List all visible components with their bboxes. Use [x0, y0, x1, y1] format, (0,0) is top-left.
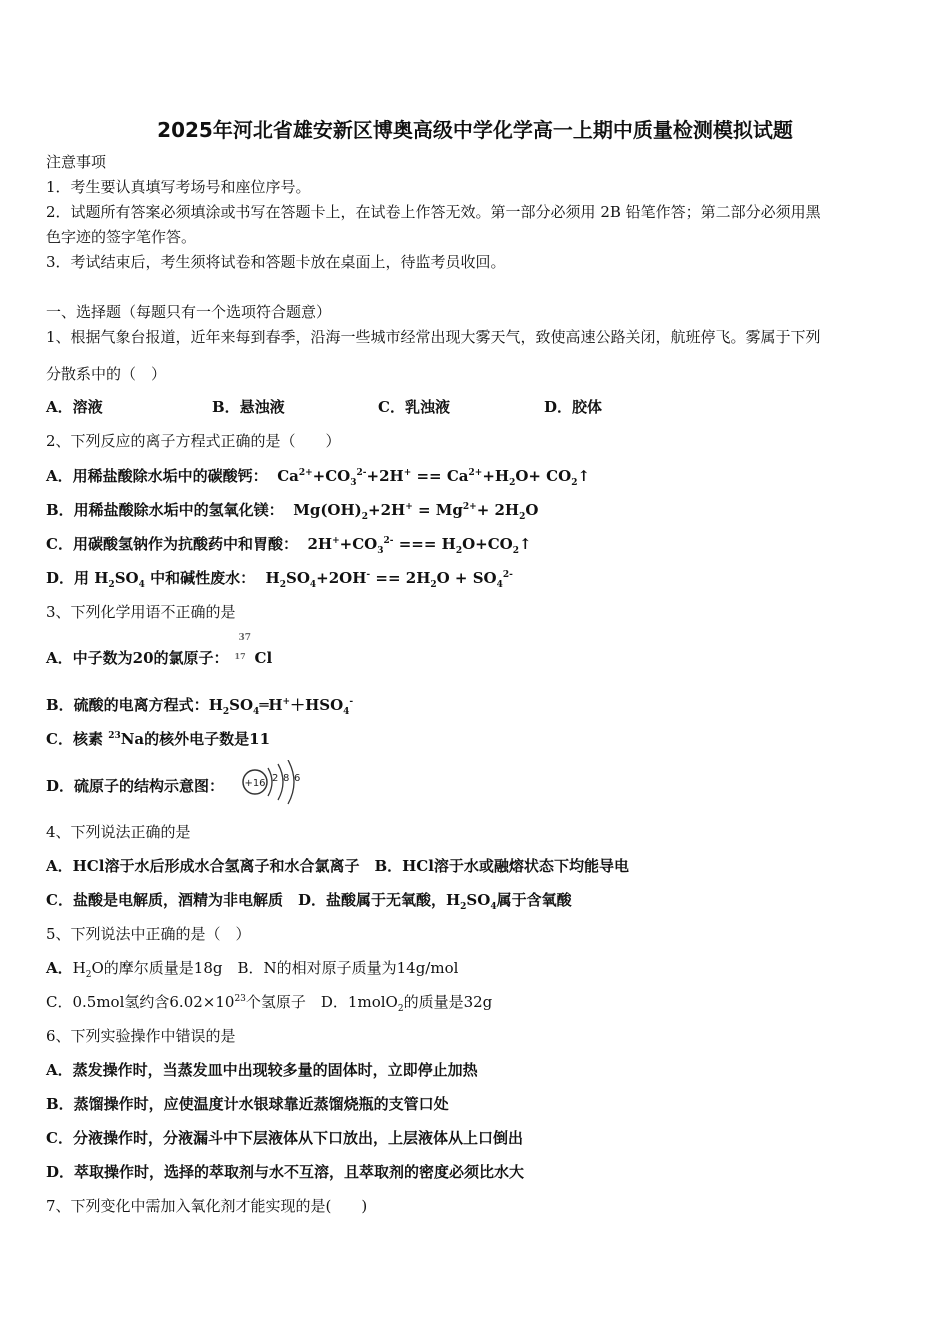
q2-option-b: B．用稀盐酸除水垢中的氢氧化镁： $Mg(OH)_2+2H^+ = Mg^{2+}+ 2H_2O$	[46, 501, 539, 522]
q4-stem: 4、下列说法正确的是	[46, 823, 191, 841]
q3-option-d: D．硫原子的结构示意图：	[46, 777, 225, 795]
q1-stem-line1: 1、根据气象台报道，近年来每到春季，沿海一些城市经常出现大雾天气，致使高速公路关闭，航班停飞。雾属于下列	[46, 328, 821, 346]
notice-item-3: 3．考试结束后，考生须将试卷和答题卡放在桌面上，待监考员收回。	[46, 253, 506, 271]
q3-stem: 3、下列化学用语不正确的是	[46, 603, 236, 621]
shell-3-count: 6	[294, 773, 301, 784]
q2-option-d: D．用 $H_2SO_4$ 中和碱性废水： $H_2SO_4+2OH^- == 2H_2O + SO_4^{2-}$	[46, 569, 513, 590]
notice-heading: 注意事项	[46, 153, 107, 171]
q6-option-a: A．蒸发操作时，当蒸发皿中出现较多量的固体时，立即停止加热	[46, 1061, 478, 1079]
q4-options-cd: C．盐酸是电解质，酒精为非电解质 D．盐酸属于无氧酸，$H_2SO_4$属于含氧酸	[46, 891, 572, 912]
shell-2-count: 8	[283, 773, 290, 784]
q4-options-ab: A．HCl溶于水后形成水合氢离子和水合氯离子 B．HCl溶于水或融熔状态下均能导电	[46, 857, 629, 875]
sulfur-atom-diagram	[238, 760, 308, 810]
q7-stem: 7、下列变化中需加入氧化剂才能实现的是( )	[46, 1197, 368, 1215]
notice-item-2: 2．试题所有答案必须填涂或书写在答题卡上，在试卷上作答无效。第一部分必须用 2B 铅笔作答；第二部分必须用黑	[46, 203, 821, 221]
notice-item-1: 1．考生要认真填写考场号和座位序号。	[46, 178, 311, 196]
shell-1-count: 2	[272, 773, 279, 784]
q1-option-b: B．悬浊液	[212, 398, 285, 416]
section-heading: 一、选择题（每题只有一个选项符合题意）	[46, 303, 332, 321]
notice-item-2-cont: 色字迹的签字笔作答。	[46, 228, 197, 246]
q3-option-b: B．硫酸的电离方程式：$H_2SO_4═H^++HSO_4^-$	[46, 696, 354, 717]
q1-option-d: D．胶体	[544, 398, 603, 416]
q6-option-c: C．分液操作时，分液漏斗中下层液体从下口放出，上层液体从上口倒出	[46, 1129, 523, 1147]
q1-option-c: C．乳浊液	[378, 398, 450, 416]
q5-options-cd: C．0.5mol氢约含$6.02\times 10^{23}$个氢原子 D．1molO$_2$的质量是32g	[46, 993, 493, 1014]
q1-stem-line2: 分散系中的（ ）	[46, 365, 167, 383]
q5-stem: 5、下列说法中正确的是（ ）	[46, 925, 251, 943]
q1-option-a: A．溶液	[46, 398, 103, 416]
q2-option-a: A．用稀盐酸除水垢中的碳酸钙： $Ca^{2+}+CO_3^{2-}+2H^+ == Ca^{2+}+H_2O+$ $CO_2↑$	[46, 467, 591, 488]
chlorine-isotope: 37 17	[234, 633, 252, 661]
q2-option-c: C．用碳酸氢钠作为抗酸药中和胃酸： $2H^++CO_3^{2-}$ === $H_2O+CO_2↑$	[46, 535, 532, 556]
atom-nucleus-label: +16	[244, 778, 266, 789]
q6-stem: 6、下列实验操作中错误的是	[46, 1027, 236, 1045]
q3-option-c: C．核素 $^{23}$Na的核外电子数是11	[46, 730, 271, 748]
q6-option-b: B．蒸馏操作时，应使温度计水银球靠近蒸馏烧瓶的支管口处	[46, 1095, 449, 1113]
exam-title: 2025年河北省雄安新区博奥高级中学化学高一上期中质量检测模拟试题	[157, 118, 793, 142]
q1-options	[46, 397, 710, 417]
q2-stem: 2、下列反应的离子方程式正确的是（ ）	[46, 432, 341, 450]
q5-options-ab: A．$H_2O$的摩尔质量是18g B．N的相对原子质量为14g/mol	[46, 959, 459, 980]
q6-option-d: D．萃取操作时，选择的萃取剂与水不互溶，且萃取剂的密度必须比水大	[46, 1163, 525, 1181]
q3-option-a: A．中子数为20的氯原子： 37 17 Cl	[46, 633, 273, 667]
